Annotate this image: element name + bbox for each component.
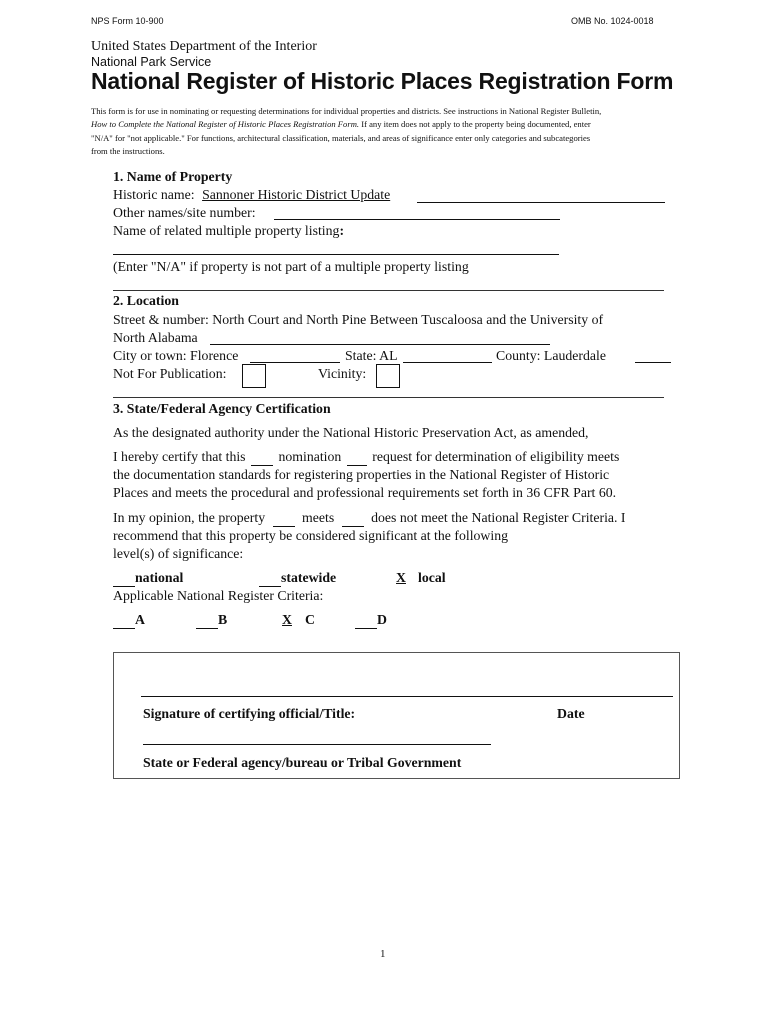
criteria-c-option[interactable]	[269, 612, 315, 628]
na-note: (Enter "N/A" if property is not part of a multiple property listing	[113, 259, 469, 274]
criteria-label: Applicable National Register Criteria:	[113, 588, 324, 603]
other-names-label: Other names/site number:	[113, 205, 256, 220]
not-for-publication-checkbox[interactable]	[242, 364, 266, 388]
criteria-b-label: B	[218, 612, 228, 627]
does-not-meet-blank[interactable]	[342, 510, 364, 527]
intro-line-2: If any item does not apply to the property being documented, enter	[359, 119, 591, 130]
city-field-line	[250, 362, 340, 363]
certify-line-1	[113, 449, 619, 466]
level-local-mark: X	[396, 570, 406, 585]
certify-text-c: request for determination of eligibility meets	[372, 449, 620, 464]
street-row	[113, 312, 603, 328]
signature-label: Signature of certifying official/Title:	[143, 706, 356, 721]
certify-text-a: I hereby certify that this	[113, 449, 246, 464]
section-divider	[113, 290, 664, 291]
historic-name-field-line	[417, 202, 665, 203]
eligibility-request-blank[interactable]	[347, 449, 367, 466]
street-label: Street & number:	[113, 312, 209, 327]
criteria-a-label: A	[135, 612, 145, 627]
level-statewide-label: statewide	[281, 570, 337, 585]
level-local-label: local	[418, 570, 446, 585]
service-name: National Park Service	[91, 55, 212, 69]
authority-text: As the designated authority under the National Historic Preservation Act, as amended,	[113, 425, 589, 440]
state-row	[345, 348, 398, 364]
opinion-text-c: does not meet the National Register Criteria. I	[371, 510, 626, 525]
criteria-a-option[interactable]	[113, 612, 145, 629]
opinion-text-a: In my opinion, the property	[113, 510, 266, 525]
signature-field[interactable]	[141, 696, 673, 697]
historic-name-field[interactable]: Sannoner Historic District Update	[202, 187, 391, 202]
certify-line-2: the documentation standards for registering properties in the National Register of Historic	[113, 467, 610, 482]
criteria-b-option[interactable]	[196, 612, 227, 629]
multiple-listing-label: Name of related multiple property listing	[113, 223, 340, 238]
city-row	[113, 348, 238, 364]
criteria-d-label: D	[377, 612, 387, 627]
county-row	[496, 348, 606, 364]
intro-line-1: This form is for use in nominating or requesting determinations for individual properties and districts. See instructions in National Register Bulletin,	[91, 106, 602, 116]
page-title: National Register of Historic Places Registration Form	[91, 68, 674, 94]
opinion-line-3: level(s) of significance:	[113, 546, 244, 561]
not-for-publication-label: Not For Publication:	[113, 366, 227, 381]
nomination-blank[interactable]	[251, 449, 273, 466]
county-label: County:	[496, 348, 541, 363]
department-name: United States Department of the Interior	[91, 39, 317, 54]
opinion-line-2: recommend that this property be considered significant at the following	[113, 528, 509, 543]
opinion-text-b: meets	[302, 510, 335, 525]
criteria-c-mark: X	[282, 612, 292, 627]
date-label: Date	[557, 706, 585, 721]
level-national-label: national	[135, 570, 184, 585]
criteria-d-option[interactable]	[355, 612, 387, 629]
city-field[interactable]: Florence	[190, 348, 239, 363]
historic-name-row	[113, 187, 390, 203]
section3-heading: 3. State/Federal Agency Certification	[113, 401, 331, 416]
level-statewide-option[interactable]	[259, 570, 336, 587]
criteria-c-label: C	[305, 612, 315, 627]
meets-blank[interactable]	[273, 510, 295, 527]
section-divider	[113, 397, 664, 398]
page-number: 1	[380, 948, 386, 960]
state-label: State:	[345, 348, 377, 363]
intro-line-3: "N/A" for "not applicable." For functions, architectural classification, materials, and areas of significance enter only categories and subcategories	[91, 132, 591, 143]
level-local-option[interactable]	[384, 570, 446, 586]
other-names-field[interactable]	[274, 219, 560, 220]
county-field[interactable]: Lauderdale	[543, 348, 606, 363]
multiple-listing-colon: :	[339, 223, 345, 238]
intro-bulletin-title: How to Complete the National Register of Historic Places Registration Form.	[91, 119, 360, 130]
multiple-listing-field[interactable]	[113, 254, 559, 255]
multiple-listing-row	[113, 223, 344, 239]
omb-number: OMB No. 1024-0018	[571, 16, 654, 26]
form-number: NPS Form 10-900	[91, 16, 164, 26]
certify-text-b: nomination	[278, 449, 342, 464]
vicinity-label: Vicinity:	[318, 366, 367, 381]
vicinity-checkbox[interactable]	[376, 364, 400, 388]
city-label: City or town:	[113, 348, 187, 363]
agency-field[interactable]	[143, 744, 491, 745]
agency-label: State or Federal agency/bureau or Tribal Government	[143, 755, 462, 770]
street-field[interactable]: North Court and North Pine Between Tuscaloosa and the University of	[212, 312, 604, 327]
certify-line-3: Places and meets the procedural and professional requirements set forth in 36 CFR Part 60.	[113, 485, 617, 500]
section1-heading: 1. Name of Property	[113, 169, 233, 184]
historic-name-label: Historic name:	[113, 187, 195, 202]
street-field-line	[210, 344, 550, 345]
section2-heading: 2. Location	[113, 293, 179, 308]
intro-instructions	[91, 105, 683, 158]
level-national-option[interactable]	[113, 570, 183, 587]
state-field-line	[403, 362, 492, 363]
state-field[interactable]: AL	[379, 348, 398, 363]
opinion-line-1	[113, 510, 626, 527]
intro-line-4: from the instructions.	[91, 145, 165, 156]
street-field-line2[interactable]: North Alabama	[113, 330, 198, 345]
county-field-line	[635, 362, 671, 363]
